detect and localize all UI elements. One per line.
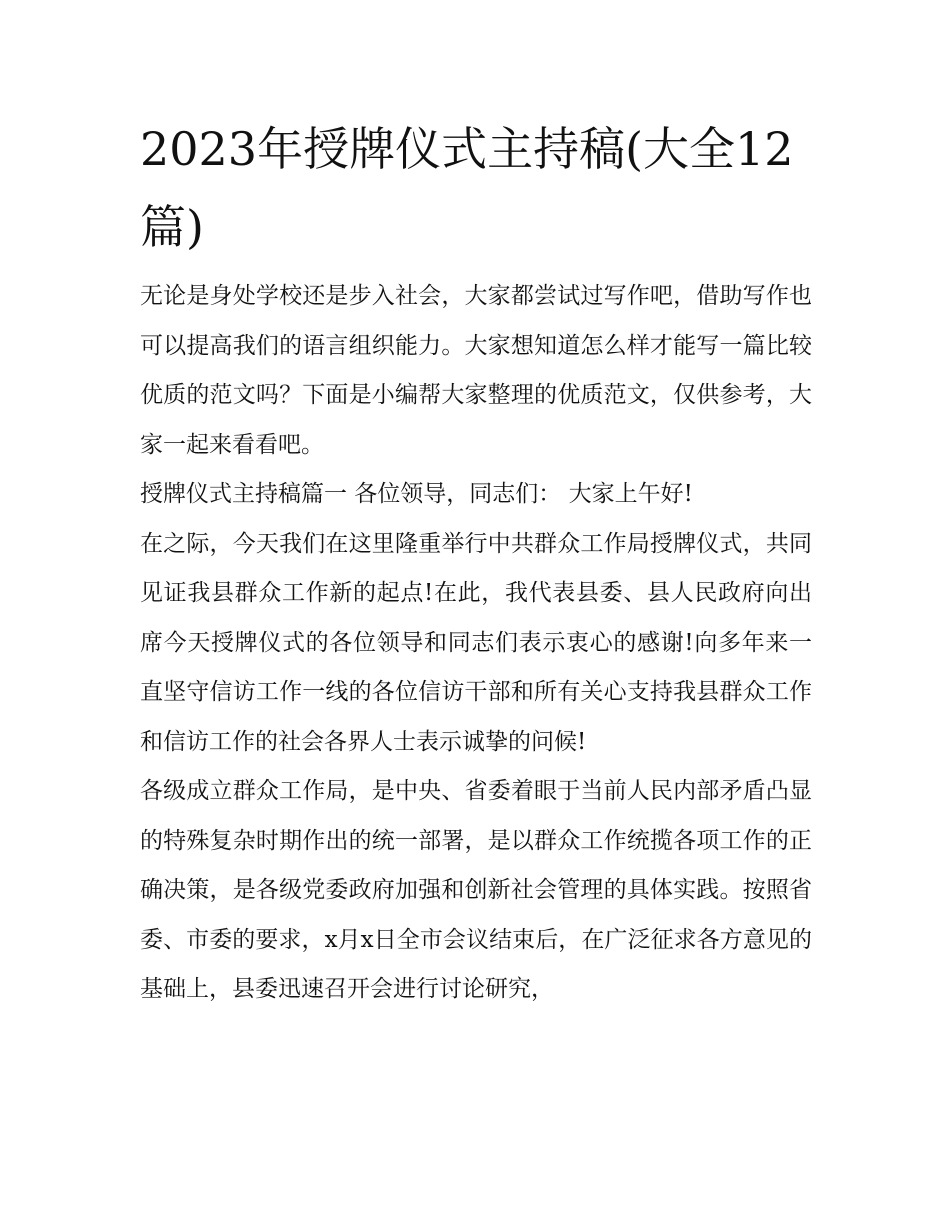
paragraph-opening: 在之际，今天我们在这里隆重举行中共群众工作局授牌仪式，共同见证我县群众工作新的起点!在此，我代表县委、县人民政府向出席今天授牌仪式的各位领导和同志们表示衷心的感谢!向多年来一直坚守信访工作一线的各位信访干部和所有关心支持我县群众工作和信访工作的社会各界人士表示诚挚的问候! [140,530,812,755]
document-title: 2023年授牌仪式主持稿(大全12篇) [140,122,794,254]
paragraph-background: 各级成立群众工作局，是中央、省委着眼于当前人民内部矛盾凸显的特殊复杂时期作出的统一部署，是以群众工作统揽各项工作的正确决策，是各级党委政府加强和创新社会管理的具体实践。按照省委、市委的要求，x月x日全市会议结束后，在广泛征求各方意见的基础上，县委迅速召开会进行讨论研究， [140,778,812,1002]
document-page [140,110,812,1015]
paragraph-greeting: 授牌仪式主持稿篇一 各位领导，同志们： 大家上午好! [140,481,693,507]
paragraph-intro: 无论是身处学校还是步入社会，大家都尝试过写作吧，借助写作也可以提高我们的语言组织能力。大家想知道怎么样才能写一篇比较优质的范文吗？下面是小编帮大家整理的优质范文，仅供参考，大家一起来看看吧。 [140,283,812,458]
